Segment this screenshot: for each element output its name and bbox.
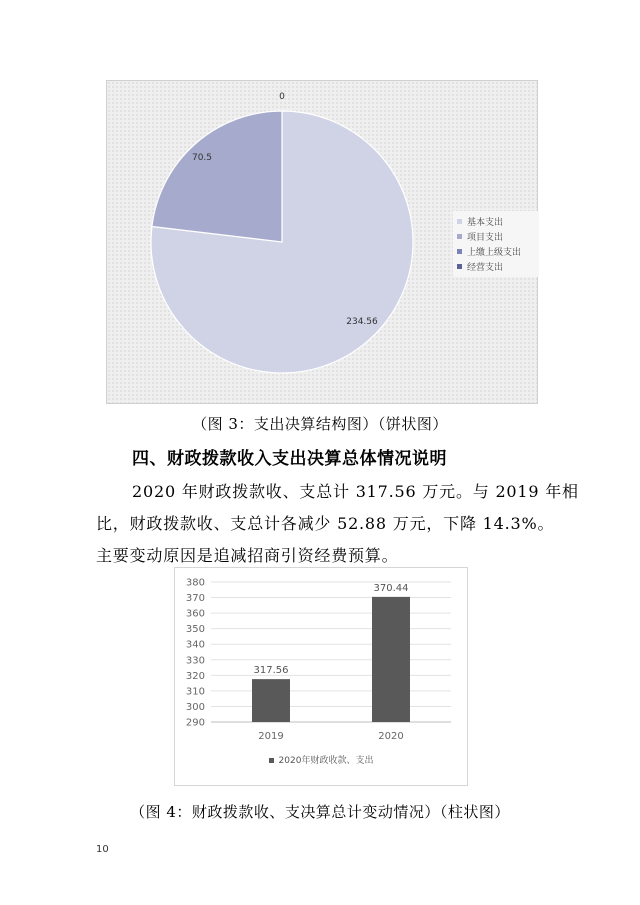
page-number: 10: [96, 844, 109, 855]
pie-legend-label: 经营支出: [467, 263, 504, 273]
y-tick-label: 310: [185, 686, 205, 698]
legend-swatch-icon: [457, 234, 462, 239]
pie-legend-label: 基本支出: [467, 218, 504, 228]
legend-swatch-icon: [457, 249, 462, 254]
pie-chart: [106, 80, 538, 404]
data-label-2019: 317.56: [253, 665, 289, 677]
pie-caption: （图 3：支出决算结构图）（饼状图）: [192, 415, 448, 433]
x-tick-label: 2020: [378, 731, 404, 742]
bar-legend: [175, 753, 467, 766]
y-tick-label: 300: [185, 701, 205, 713]
pie-legend-item: [457, 229, 535, 244]
bar-chart: [174, 567, 468, 786]
y-tick-label: 320: [185, 670, 205, 682]
legend-swatch-icon: [457, 219, 462, 224]
pie-legend-item: [457, 244, 535, 259]
y-tick-label: 350: [185, 624, 205, 636]
y-tick-label: 360: [185, 608, 205, 620]
section-heading: 四、财政拨款收入支出决算总体情况说明: [132, 449, 447, 469]
pie-label-slice-2: 70.5: [191, 153, 213, 163]
pie-label-slice-1: 234.56: [346, 317, 378, 327]
y-tick-label: 290: [185, 717, 205, 729]
paragraph-line-1: 2020 年财政拨款收、支总计 317.56 万元。与 2019 年相: [132, 482, 579, 501]
pie-slice-2: [152, 111, 282, 242]
pie-legend-label: 上缴上级支出: [467, 248, 522, 258]
pie-legend-item: [457, 259, 535, 274]
y-tick-label: 380: [185, 577, 205, 589]
pie-legend: [453, 211, 539, 277]
bar-2020: [372, 597, 410, 722]
pie-label-slice-3: 0: [279, 92, 285, 102]
paragraph-line-2: 比，财政拨款收、支总计各减少 52.88 万元，下降 14.3%。: [96, 514, 555, 533]
y-tick-label: 370: [185, 593, 205, 605]
data-label-2020: 370.44: [373, 582, 409, 594]
legend-swatch-icon: [457, 264, 462, 269]
bar-2019: [252, 679, 290, 722]
bar-legend-label: 2020年财政收款、支出: [278, 756, 374, 766]
y-tick-label: 330: [185, 655, 205, 667]
y-tick-label: 340: [185, 639, 205, 651]
pie-legend-label: 项目支出: [467, 233, 504, 243]
pie-legend-item: [457, 214, 535, 229]
x-tick-label: 2019: [258, 731, 284, 742]
paragraph-line-3: 主要变动原因是追减招商引资经费预算。: [96, 546, 399, 565]
bar-caption: （图 4：财政拨款收、支决算总计变动情况）（柱状图）: [130, 803, 510, 821]
legend-swatch-icon: [269, 758, 274, 763]
